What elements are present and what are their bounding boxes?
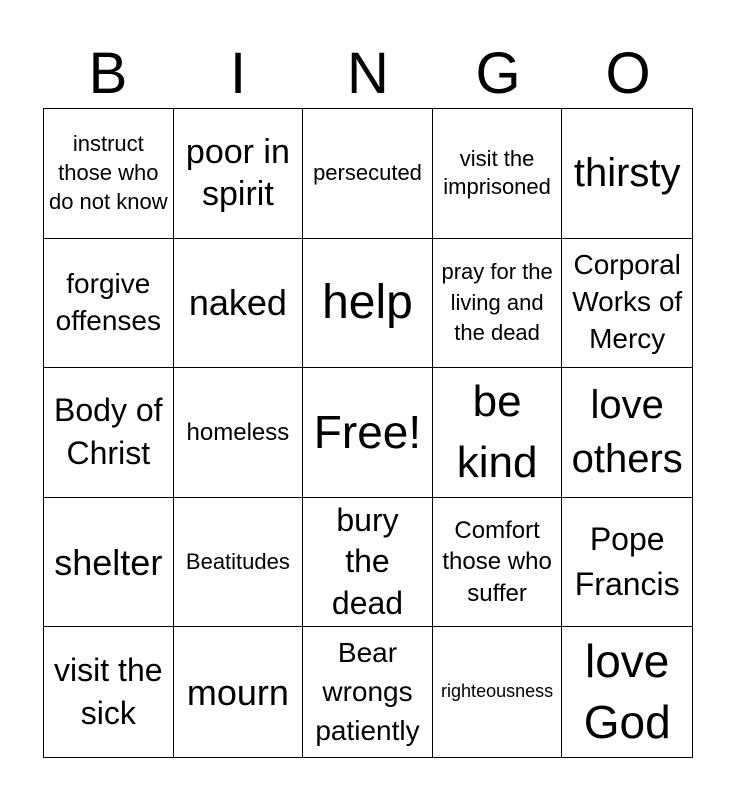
- bingo-cell-g4[interactable]: [433, 498, 563, 628]
- cell-label: Bear wrongs patiently: [315, 637, 420, 746]
- cell-label: Body of Christ: [54, 392, 163, 472]
- cell-label: homeless: [186, 418, 290, 446]
- cell-label: naked: [188, 282, 287, 324]
- bingo-cell-o3[interactable]: [562, 368, 692, 498]
- cell-label: visit the imprisoned: [443, 145, 551, 200]
- bingo-header: [43, 40, 693, 108]
- bingo-cell-n3[interactable]: [303, 368, 433, 498]
- header-letter-n: N: [347, 41, 389, 106]
- cell-label: mourn: [186, 671, 289, 713]
- bingo-cell-i5[interactable]: [174, 627, 304, 757]
- bingo-cell-b3[interactable]: [44, 368, 174, 498]
- cell-label: bury the dead: [331, 501, 404, 621]
- bingo-cell-n4[interactable]: [303, 498, 433, 628]
- bingo-cell-b4[interactable]: [44, 498, 174, 628]
- cell-label: poor in spirit: [185, 132, 290, 214]
- cell-label: Comfort those who suffer: [442, 516, 552, 607]
- cell-label: love God: [583, 635, 671, 749]
- bingo-cell-b5[interactable]: [44, 627, 174, 757]
- bingo-cell-o1[interactable]: [562, 109, 692, 239]
- cell-label: shelter: [54, 541, 163, 583]
- cell-label: visit the sick: [54, 652, 163, 732]
- bingo-cell-b2[interactable]: [44, 239, 174, 369]
- bingo-cell-i4[interactable]: [174, 498, 304, 628]
- bingo-cell-i3[interactable]: [174, 368, 304, 498]
- bingo-cell-n5[interactable]: [303, 627, 433, 757]
- header-letter-g: G: [475, 41, 521, 106]
- cell-label: righteousness: [441, 681, 554, 702]
- bingo-cell-i2[interactable]: [174, 239, 304, 369]
- cell-label: instruct those who do not know: [48, 131, 168, 214]
- bingo-cell-o5[interactable]: [562, 627, 692, 757]
- cell-label: persecuted: [313, 160, 422, 185]
- bingo-cell-n1[interactable]: [303, 109, 433, 239]
- header-letter-i: I: [229, 41, 247, 106]
- bingo-cell-o4[interactable]: [562, 498, 692, 628]
- cell-label: Beatitudes: [185, 548, 290, 574]
- header-letter-o: O: [605, 41, 651, 106]
- cell-label: be kind: [456, 376, 538, 488]
- cell-label: Pope Francis: [574, 521, 680, 603]
- cell-label: Corporal Works of Mercy: [572, 249, 683, 355]
- cell-label: help: [322, 275, 413, 329]
- cell-label: thirsty: [573, 151, 681, 196]
- bingo-cell-b1[interactable]: [44, 109, 174, 239]
- bingo-cell-g5[interactable]: [433, 627, 563, 757]
- bingo-cell-i1[interactable]: [174, 109, 304, 239]
- bingo-cell-g3[interactable]: [433, 368, 563, 498]
- cell-label: Free!: [313, 405, 422, 458]
- bingo-cell-n2[interactable]: [303, 239, 433, 369]
- bingo-cell-g1[interactable]: [433, 109, 563, 239]
- bingo-card-grid: [43, 108, 693, 758]
- cell-label: love others: [571, 383, 683, 482]
- cell-label: forgive offenses: [55, 267, 161, 336]
- bingo-cell-o2[interactable]: [562, 239, 692, 369]
- cell-label: pray for the living and the dead: [441, 259, 553, 346]
- bingo-cell-g2[interactable]: [433, 239, 563, 369]
- header-letter-b: B: [88, 41, 128, 106]
